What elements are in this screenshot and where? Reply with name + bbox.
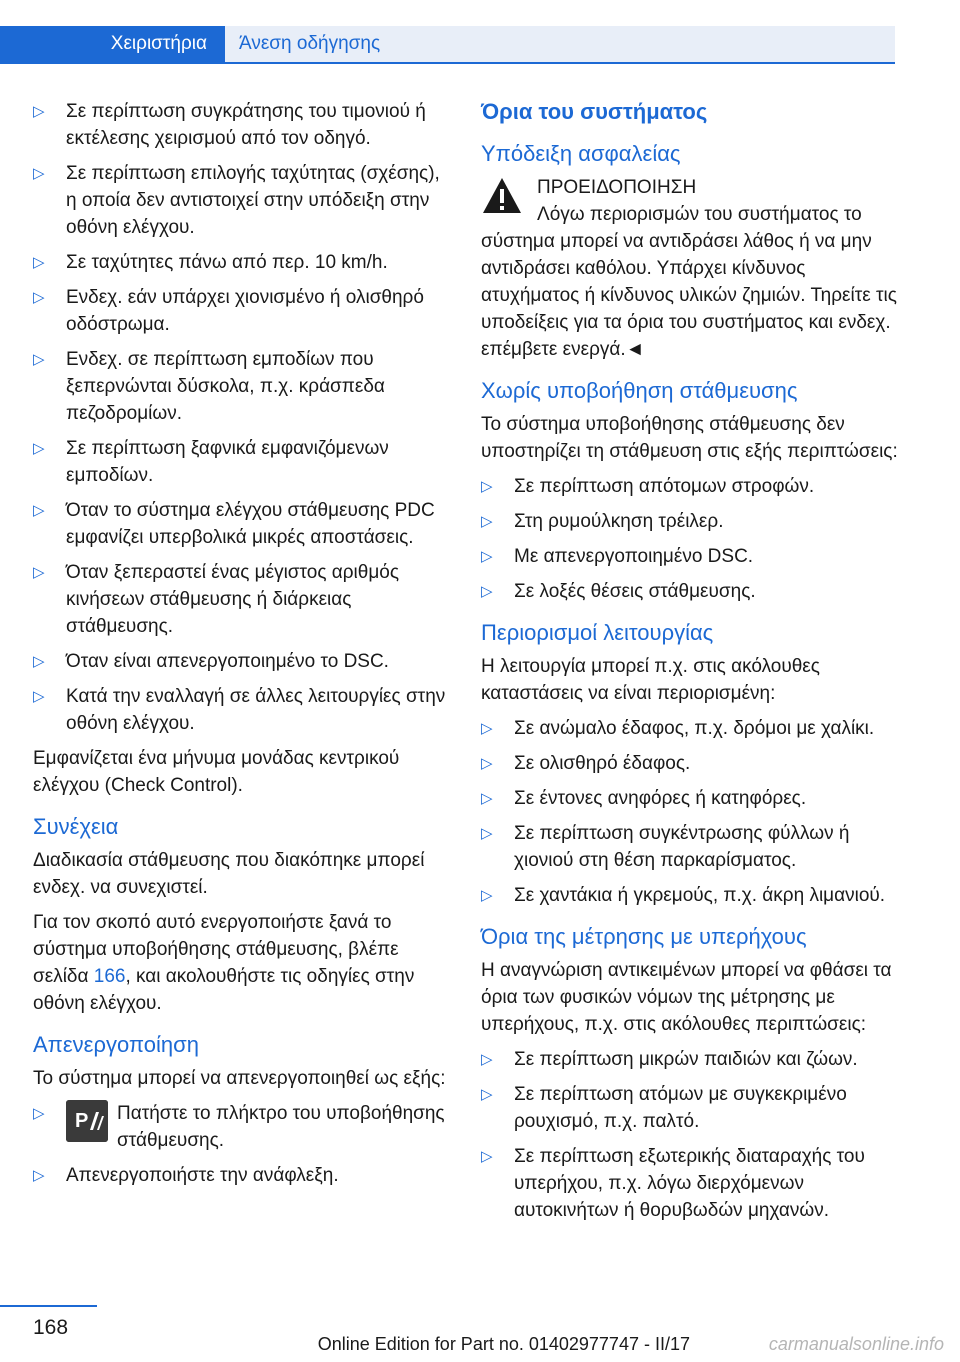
list-item: ▷ Σε ολισθηρό έδαφος. <box>481 750 899 777</box>
triangle-bullet-icon: ▷ <box>481 548 493 565</box>
page-link[interactable]: 166 <box>93 966 126 987</box>
deactivation-heading: Απενεργοποίηση <box>33 1032 199 1057</box>
triangle-bullet-icon: ▷ <box>481 1051 493 1068</box>
triangle-bullet-icon: ▷ <box>481 478 493 495</box>
triangle-bullet-icon: ▷ <box>33 165 45 182</box>
continue-text: Διαδικασία στάθμευσης που διακόπηκε μπορεί ενδεχ. να συνεχιστεί. <box>33 850 425 898</box>
header-divider <box>0 62 895 64</box>
warning-line: Λόγω περιορισμών του συστήματος το <box>537 204 862 225</box>
ultrasound-limits-heading: Όρια της μέτρησης με υπερήχους <box>481 924 807 949</box>
list-item: ▷ Σε περίπτωση απότομων στροφών. <box>481 473 899 500</box>
deactivation-list <box>33 1100 451 1189</box>
list-item: ▷ Σε περίπτωση ξαφνικά εμφανιζόμενων εμποδίων. <box>33 435 451 489</box>
list-item: ▷ Σε περίπτωση συγκράτησης του τιμονιού ή εκτέλεσης χειρισμού από τον οδηγό. <box>33 98 451 152</box>
triangle-bullet-icon: ▷ <box>481 583 493 600</box>
tab-driving-comfort[interactable]: Άνεση οδήγησης <box>225 26 895 62</box>
function-limits-heading: Περιορισμοί λειτουργίας <box>481 620 714 645</box>
list-item: ▷ Σε περίπτωση συγκέντρωσης φύλλων ή χιονιού στη θέση παρκαρίσματος. <box>481 820 899 874</box>
list-item: ▷ Σε χαντάκια ή γκρεμούς, π.χ. άκρη λιμανιού. <box>481 882 899 909</box>
ultrasound-limits-list <box>481 1046 899 1224</box>
watermark-text: carmanualsonline.info <box>768 1334 944 1354</box>
triangle-bullet-icon: ▷ <box>481 513 493 530</box>
warning-block <box>481 174 899 363</box>
list-item: ▷ Σε περίπτωση μικρών παιδιών και ζώων. <box>481 1046 899 1073</box>
triangle-bullet-icon: ▷ <box>33 653 45 670</box>
list-item: ▷ Ενδεχ. εάν υπάρχει χιονισμένο ή ολισθηρό οδόστρωμα. <box>33 284 451 338</box>
list-item: ▷ Σε λοξές θέσεις στάθμευσης. <box>481 578 899 605</box>
edition-text: Online Edition for Part no. 01402977747 - II/17 <box>317 1334 690 1354</box>
triangle-bullet-icon: ▷ <box>481 755 493 772</box>
continue-heading: Συνέχεια <box>33 814 119 839</box>
triangle-bullet-icon: ▷ <box>33 564 45 581</box>
triangle-bullet-icon: ▷ <box>481 1086 493 1103</box>
system-limits-heading: Όρια του συστήματος <box>481 99 708 124</box>
triangle-bullet-icon: ▷ <box>33 351 45 368</box>
no-assist-heading: Χωρίς υποβοήθηση στάθμευσης <box>481 378 798 403</box>
warning-text: σύστημα μπορεί να αντιδράσει λάθος ή να μην αντιδράσει καθόλου. Υπάρχει κίνδυνος ατυχήματος ή κίνδυνος υλικών ζημιών. Τηρείτε τις υποδείξεις για τα όρια του συστήματος και ενδεχ. επέμβετε ενεργά.◄ <box>481 231 897 360</box>
ultrasound-limits-text: Η αναγνώριση αντικειμένων μπορεί να φθάσει τα όρια των φυσικών νόμων της μέτρησης με υπερήχους, π.χ. στις ακόλουθες περιπτώσεις: <box>481 960 892 1035</box>
triangle-bullet-icon: ▷ <box>33 254 45 271</box>
triangle-bullet-icon: ▷ <box>481 1148 493 1165</box>
triangle-bullet-icon: ▷ <box>33 1105 45 1122</box>
list-item: ▷ Ενδεχ. σε περίπτωση εμποδίων που ξεπερνώνται δύσκολα, π.χ. κράσπεδα πεζοδρομίων. <box>33 346 451 427</box>
list-item: ▷ Σε ανώμαλο έδαφος, π.χ. δρόμοι με χαλίκι. <box>481 715 899 742</box>
triangle-bullet-icon: ▷ <box>33 1167 45 1184</box>
list-item: ▷ Σε έντονες ανηφόρες ή κατηφόρες. <box>481 785 899 812</box>
left-column <box>33 98 451 1197</box>
list-item: ▷ Σε ταχύτητες πάνω από περ. 10 km/h. <box>33 249 451 276</box>
list-item: ▷ Όταν το σύστημα ελέγχου στάθμευσης PDC εμφανίζει υπερβολικά μικρές αποστάσεις. <box>33 497 451 551</box>
list-item: ▷ Όταν είναι απενεργοποιημένο το DSC. <box>33 648 451 675</box>
function-limits-list <box>481 715 899 909</box>
deactivation-text: Το σύστημα μπορεί να απενεργοποιηθεί ως εξής: <box>33 1068 446 1089</box>
no-assist-list <box>481 473 899 605</box>
function-limits-text: Η λειτουργία μπορεί π.χ. στις ακόλουθες καταστάσεις να είναι περιορισμένη: <box>481 656 820 704</box>
triangle-bullet-icon: ▷ <box>481 720 493 737</box>
right-column <box>481 98 899 1232</box>
list-item: ▷ P Πατήστε το πλήκτρο του υποβοήθησης στάθμευσης. <box>33 1100 451 1154</box>
no-assist-text: Το σύστημα υποβοήθησης στάθμευσης δεν υποστηρίζει τη στάθμευση στις εξής περιπτώσεις: <box>481 414 898 462</box>
continue-instructions: Για τον σκοπό αυτό ενεργοποιήστε ξανά το σύστημα υποβοήθησης στάθμευσης, βλέπε σελίδα 166, και ακολουθήστε τις οδηγίες στην οθόνη ελέγχου. <box>33 912 415 1014</box>
footer-divider <box>0 1305 97 1307</box>
warning-title: ΠΡΟΕΙΔΟΠΟΙΗΣΗ <box>537 177 697 198</box>
check-control-text: Εμφανίζεται ένα μήνυμα μονάδας κεντρικού ελέγχου (Check Control). <box>33 748 400 796</box>
triangle-bullet-icon: ▷ <box>481 790 493 807</box>
tab-controls[interactable]: Χειριστήρια <box>0 26 225 62</box>
triangle-bullet-icon: ▷ <box>33 289 45 306</box>
list-item: ▷ Σε περίπτωση εξωτερικής διαταραχής του υπερήχου, π.χ. λόγω διερχόμενων αυτοκινήτων ή θορυβωδών μηχανών. <box>481 1143 899 1224</box>
list-item: ▷ Σε περίπτωση ατόμων με συγκεκριμένο ρουχισμό, π.χ. παλτό. <box>481 1081 899 1135</box>
svg-text:P: P <box>75 1110 89 1132</box>
parking-assist-button-icon <box>66 1100 108 1142</box>
page-number: 168 <box>33 1316 69 1339</box>
list-item: ▷ Απενεργοποιήστε την ανάφλεξη. <box>33 1162 451 1189</box>
list-item: ▷ Στη ρυμούλκηση τρέιλερ. <box>481 508 899 535</box>
list-item: ▷ Κατά την εναλλαγή σε άλλες λειτουργίες στην οθόνη ελέγχου. <box>33 683 451 737</box>
triangle-bullet-icon: ▷ <box>33 502 45 519</box>
list-item: ▷ Σε περίπτωση επιλογής ταχύτητας (σχέσης), η οποία δεν αντιστοιχεί στην υπόδειξη στην οθόνη ελέγχου. <box>33 160 451 241</box>
abort-conditions-list <box>33 98 451 737</box>
triangle-bullet-icon: ▷ <box>481 825 493 842</box>
triangle-bullet-icon: ▷ <box>33 103 45 120</box>
list-item: ▷ Με απενεργοποιημένο DSC. <box>481 543 899 570</box>
triangle-bullet-icon: ▷ <box>33 440 45 457</box>
triangle-bullet-icon: ▷ <box>481 887 493 904</box>
safety-note-heading: Υπόδειξη ασφαλείας <box>481 141 681 166</box>
triangle-bullet-icon: ▷ <box>33 688 45 705</box>
warning-triangle-icon <box>481 176 523 216</box>
list-item: ▷ Όταν ξεπεραστεί ένας μέγιστος αριθμός κινήσεων στάθμευσης ή διάρκειας στάθμευσης. <box>33 559 451 640</box>
